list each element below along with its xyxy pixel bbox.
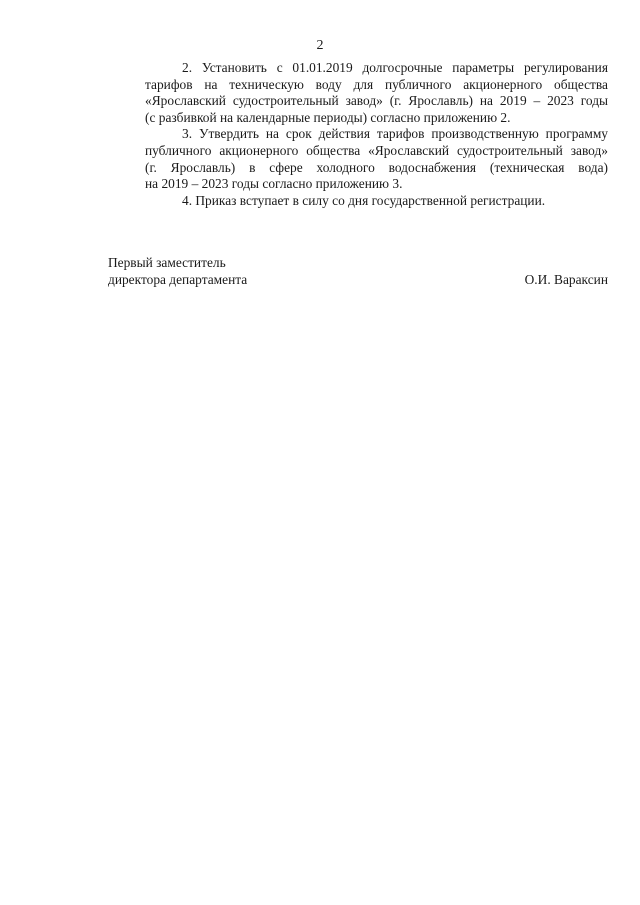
paragraph-line: 3. Утвердить на срок действия тарифов производственную программу <box>182 126 608 142</box>
paragraph-line: 4. Приказ вступает в силу со дня государственной регистрации. <box>182 192 546 208</box>
paragraph-line: 2. Установить с 01.01.2019 долгосрочные параметры регулирования <box>182 60 608 75</box>
paragraph-line: (г. Ярославль) в сфере холодного водоснабжения (техническая вода) <box>145 159 608 175</box>
signature-row-2 <box>108 272 608 289</box>
signature-row-1 <box>108 255 608 272</box>
paragraph-4 <box>108 193 608 210</box>
paragraph-2 <box>108 60 608 126</box>
signatory-position: директора департамента <box>108 271 248 287</box>
paragraph-line: тарифов на техническую воду для публичного акционерного общества <box>145 76 608 92</box>
signatory-name: О.И. Вараксин <box>524 271 608 287</box>
paragraph-line: «Ярославский судостроительный завод» (г. Ярославль) на 2019 – 2023 годы <box>145 93 608 109</box>
paragraph-line: (с разбивкой на календарные периоды) согласно приложению 2. <box>145 109 511 125</box>
signatory-position: Первый заместитель <box>108 255 226 270</box>
paragraph-line: на 2019 – 2023 годы согласно приложению 3. <box>145 176 403 192</box>
paragraph-line: публичного акционерного общества «Ярославский судостроительный завод» <box>145 142 608 158</box>
page-number: 2 <box>316 38 324 53</box>
signature-block <box>108 255 608 288</box>
paragraph-3 <box>108 126 608 192</box>
document-body <box>108 60 608 209</box>
